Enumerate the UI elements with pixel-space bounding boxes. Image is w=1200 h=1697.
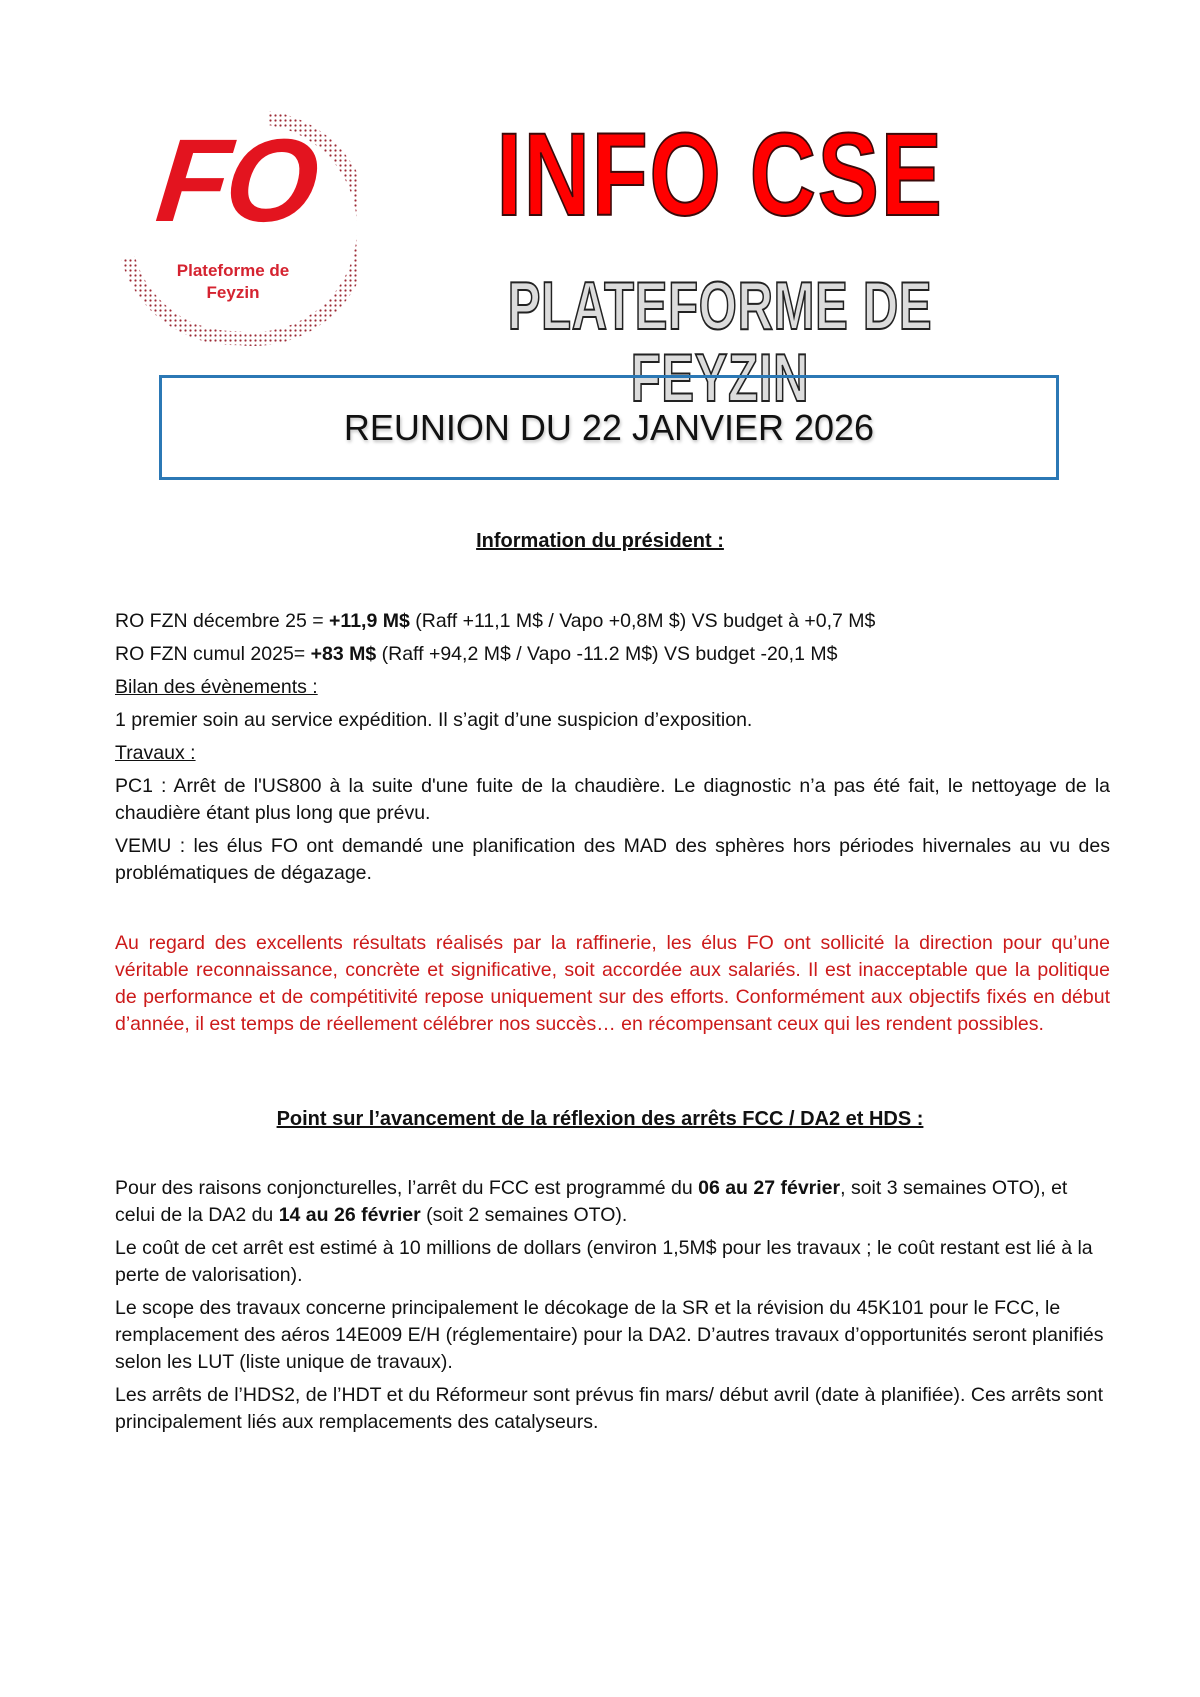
page-title: INFO CSE [496, 109, 944, 241]
arrets-cost: Le coût de cet arrêt est estimé à 10 millions de dollars (environ 1,5M$ pour les travaux ; le coût restant est lié à la perte de valorisation). [115, 1237, 1093, 1286]
logo-mark: FO [151, 115, 321, 247]
fo-statement: Au regard des excellents résultats réalisés par la raffinerie, les élus FO ont sollicité la direction pour qu’une véritable reconnaissance, concrète et significative, soit accordée aux salariés. Il est inacceptable que la politique de performance et de compétitivité repose uniquement sur des efforts. Conformément aux objectifs fixés en début d’année, il est temps de réellement célébrer nos succès… en récompensant ceux qui les rendent possibles. [115, 932, 1110, 1035]
meeting-title: REUNION DU 22 JANVIER 2026 [343, 406, 875, 448]
events-label: Bilan des évènements : [115, 676, 318, 698]
section-arrets-body [115, 1175, 1110, 1436]
arrets-hds: Les arrêts de l’HDS2, de l’HDT et du Réformeur sont prévus fin mars/ début avril (date à planifiée). Ces arrêts sont principalement liés aux remplacements des catalyseurs. [115, 1384, 1104, 1433]
section-heading-arrets: Point sur l’avancement de la réflexion des arrêts FCC / DA2 et HDS : [276, 1108, 924, 1130]
works-pc1: PC1 : Arrêt de l'US800 à la suite d'une fuite de la chaudière. Le diagnostic n’a pas été fait, le nettoyage de la chaudière étant plus long que prévu. [115, 775, 1110, 824]
ro-december-value: +11,9 M$ [329, 610, 410, 632]
ro-cumul-line: RO FZN cumul 2025= +83 M$ (Raff +94,2 M$ / Vapo -11.2 M$) VS budget -20,1 M$ [115, 643, 838, 665]
da2-dates: 14 au 26 février [278, 1204, 421, 1226]
works-vemu: VEMU : les élus FO ont demandé une planification des MAD des sphères hors périodes hivernales au vu des problématiques de dégazage. [115, 835, 1110, 884]
section-president-body [115, 608, 1110, 887]
fo-logo [118, 108, 358, 348]
fcc-dates: 06 au 27 février [698, 1177, 841, 1199]
meeting-banner [159, 375, 1059, 480]
page-subtitle: PLATEFORME DE FEYZIN [507, 268, 933, 416]
logo-subtitle-line1: Plateforme de [176, 261, 290, 280]
logo-subtitle [158, 260, 308, 304]
section-heading-president: Information du président : [476, 530, 724, 552]
ro-cumul-value: +83 M$ [310, 643, 377, 665]
works-label: Travaux : [115, 742, 196, 764]
arrets-schedule: Pour des raisons conjoncturelles, l’arrêt du FCC est programmé du 06 au 27 février, soit 3 semaines OTO), et celui de la DA2 du 14 au 26 février (soit 2 semaines OTO). [115, 1177, 1068, 1226]
events-text: 1 premier soin au service expédition. Il s’agit d’une suspicion d’exposition. [115, 709, 753, 731]
logo-subtitle-line2: Feyzin [206, 283, 260, 302]
ro-december-line: RO FZN décembre 25 = +11,9 M$ (Raff +11,1 M$ / Vapo +0,8M $) VS budget à +0,7 M$ [115, 610, 876, 632]
arrets-scope: Le scope des travaux concerne principalement le décokage de la SR et la révision du 45K101 pour le FCC, le remplacement des aéros 14E009 E/H (réglementaire) pour la DA2. D’autres travaux d’opportunités seront planifiés selon les LUT (liste unique de travaux). [115, 1297, 1104, 1373]
